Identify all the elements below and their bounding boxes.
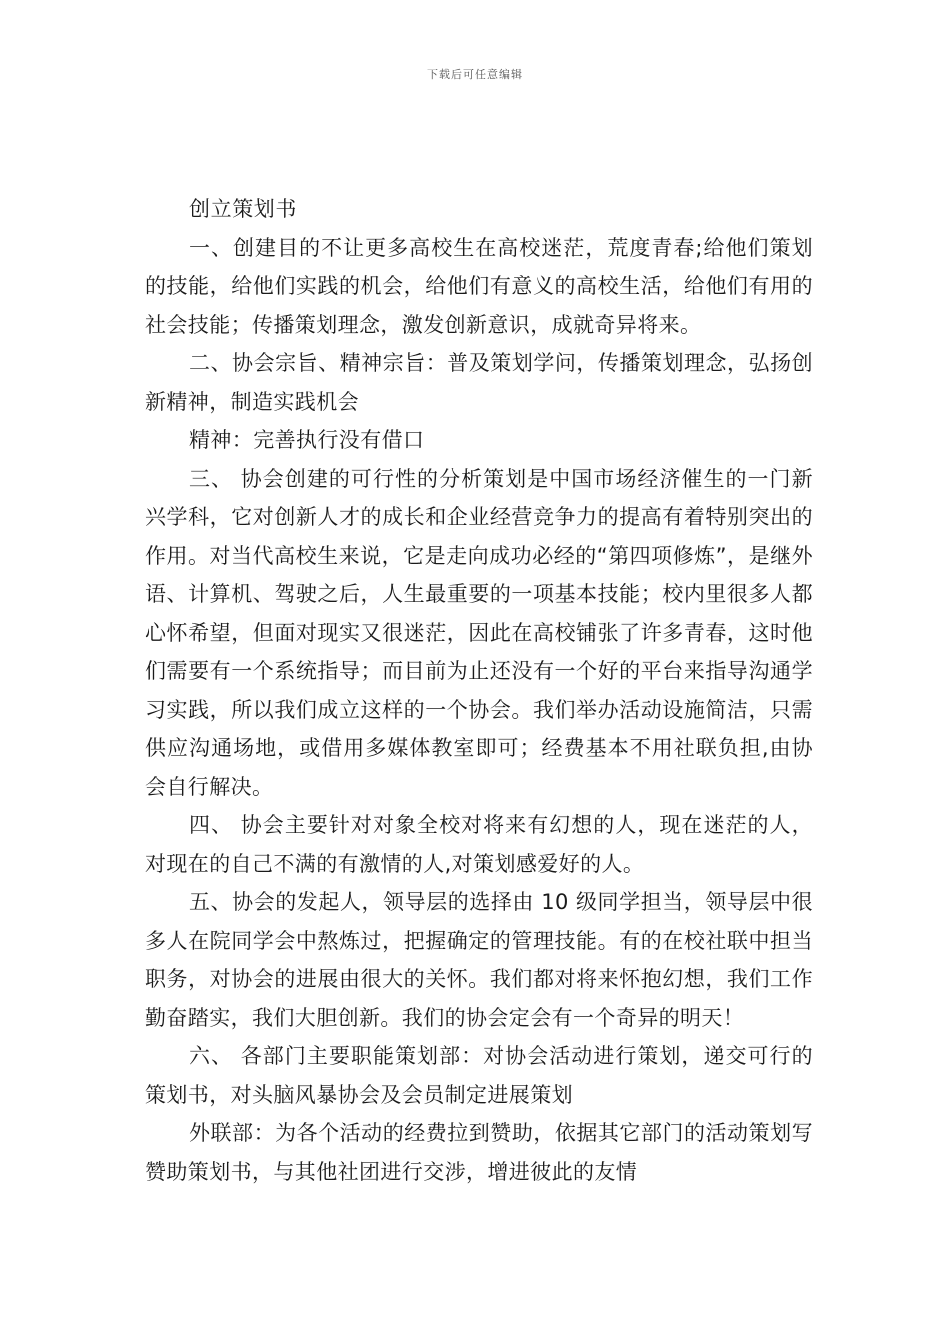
paragraph-mission: 二、协会宗旨、精神宗旨：普及策划学问，传播策划理念，弘扬创新精神，制造实践机会 <box>145 351 813 414</box>
document-title: 创立策划书 <box>189 197 297 221</box>
document-body <box>145 190 813 1191</box>
paragraph-purpose: 一、创建目的不让更多高校生在高校迷茫，荒度青春;给他们策划的技能，给他们实践的机会，给他们有意义的高校生活，给他们有用的社会技能；传播策划理念，激发创新意识，成就奇异将来。 <box>145 235 813 337</box>
paragraph-departments: 六、 各部门主要职能策划部：对协会活动进行策划，递交可行的策划书，对头脑风暴协会及会员制定进展策划 <box>145 1044 813 1107</box>
paragraph-target-audience: 四、 协会主要针对对象全校对将来有幻想的人，现在迷茫的人，对现在的自己不满的有激情的人,对策划感爱好的人。 <box>145 813 813 876</box>
paragraph-feasibility: 三、 协会创建的可行性的分析策划是中国市场经济催生的一门新兴学科，它对创新人才的成长和企业经营竞争力的提高有着特别突出的作用。对当代高校生来说，它是走向成功必经的“第四项修炼”，是继外语、计算机、驾驶之后，人生最重要的一项基本技能；校内里很多人都心怀希望，但面对现实又很迷茫，因此在高校铺张了许多青春，这时他们需要有一个系统指导；而目前为止还没有一个好的平台来指导沟通学习实践，所以我们成立这样的一个协会。我们举办活动设施简洁，只需供应沟通场地，或借用多媒体教室即可；经费基本不用社联负担,由协会自行解决。 <box>145 466 813 799</box>
paragraph-spirit: 精神：完善执行没有借口 <box>189 428 425 452</box>
page-header-note: 下载后可任意编辑 <box>427 68 523 81</box>
paragraph-external-relations: 外联部：为各个活动的经费拉到赞助，依据其它部门的活动策划写赞助策划书，与其他社团进行交涉，增进彼此的友情 <box>145 1121 813 1184</box>
paragraph-founders: 五、协会的发起人，领导层的选择由 10 级同学担当，领导层中很多人在院同学会中熬炼过，把握确定的管理技能。有的在校社联中担当职务，对协会的进展由很大的关怀。我们都对将来怀抱幻想，我们工作勤奋踏实，我们大胆创新。我们的协会定会有一个奇异的明天！ <box>145 890 813 1030</box>
